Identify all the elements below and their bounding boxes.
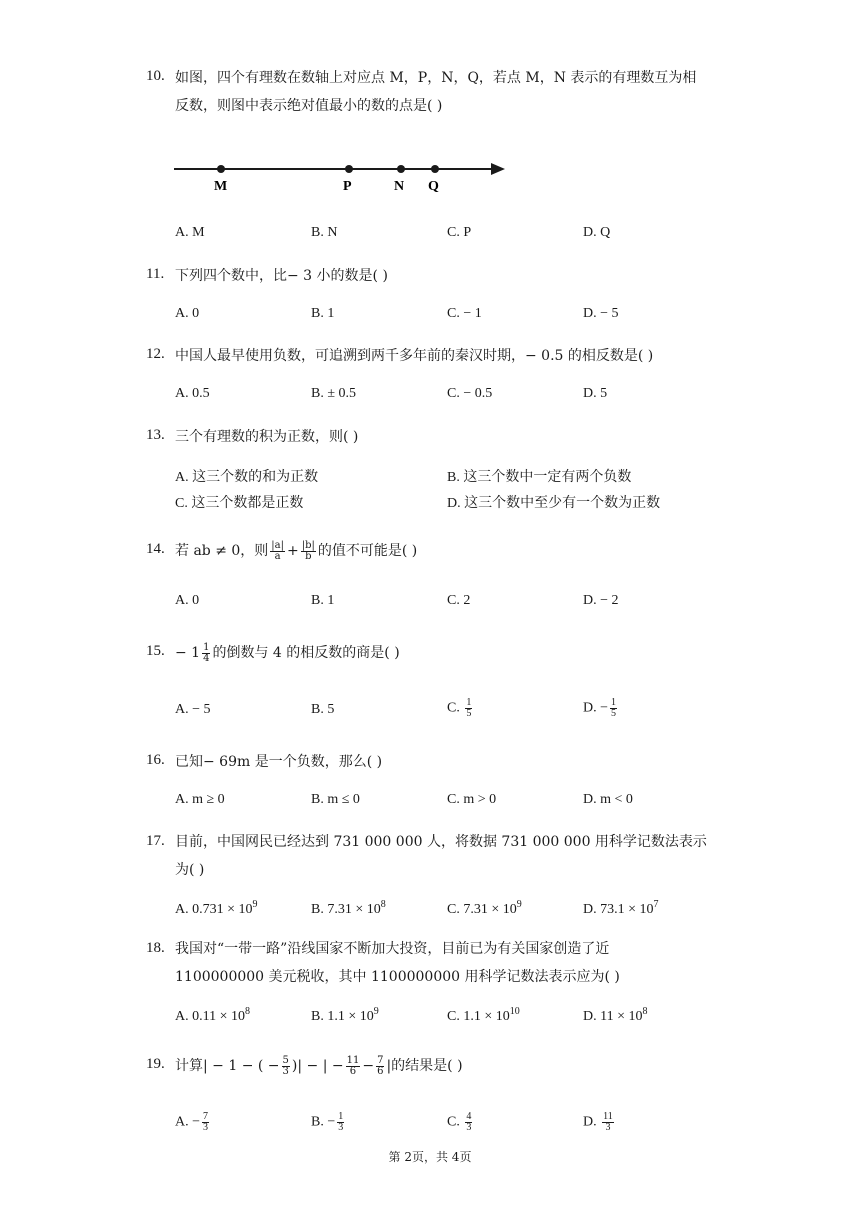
- option-c[interactable]: C. 这三个数都是正数: [175, 496, 304, 511]
- option-b[interactable]: [311, 1112, 346, 1133]
- denominator: 5: [466, 708, 472, 719]
- question-stem: [175, 262, 720, 290]
- question-stem: [175, 537, 720, 565]
- exponent: 10: [509, 1006, 520, 1017]
- option-d[interactable]: [583, 698, 619, 719]
- question-number: 14.: [146, 541, 165, 557]
- question-stem: [175, 1052, 720, 1080]
- question-stem: [175, 828, 720, 884]
- option-d[interactable]: D. − 5: [583, 306, 619, 321]
- stem-line: 已知− 69m 是一个负数，那么( ): [175, 754, 383, 770]
- options-row: [0, 1112, 860, 1136]
- question-number: 18.: [146, 940, 165, 956]
- option-c[interactable]: [447, 899, 522, 918]
- exponent: 8: [642, 1006, 648, 1017]
- point-m: [217, 165, 225, 173]
- option-c[interactable]: C. − 0.5: [447, 386, 493, 401]
- fraction: [602, 1112, 614, 1133]
- question-number: 10.: [146, 68, 165, 84]
- option-base: D. 73.1 × 10: [583, 902, 654, 917]
- question-stem: [175, 639, 720, 667]
- point-p: [345, 165, 353, 173]
- options-row: [0, 225, 860, 249]
- option-base: D. 11 × 10: [583, 1009, 643, 1024]
- numerator: 1: [466, 697, 472, 708]
- options-row: [0, 899, 860, 923]
- option-base: A. 0.11 × 10: [175, 1009, 245, 1024]
- point-q: [431, 165, 439, 173]
- plus-sign: +: [287, 543, 299, 559]
- option-c[interactable]: C. 2: [447, 593, 471, 608]
- option-a[interactable]: A. 0: [175, 306, 200, 321]
- exponent: 8: [380, 899, 386, 910]
- option-b[interactable]: B. 这三个数中一定有两个负数: [447, 470, 632, 485]
- question-number: 17.: [146, 833, 165, 849]
- fraction: [346, 1056, 361, 1077]
- option-label: C.: [447, 700, 460, 716]
- options-row: [0, 1006, 860, 1030]
- option-label: C.: [447, 1114, 460, 1130]
- options-row: [0, 306, 860, 330]
- option-d[interactable]: D. − 2: [583, 593, 619, 608]
- fraction: [376, 1056, 384, 1077]
- stem-line: 我国对“一带一路”沿线国家不断加大投资，目前已为有关国家创造了近: [175, 941, 610, 957]
- option-c[interactable]: [447, 698, 474, 719]
- option-c[interactable]: C. − 1: [447, 306, 482, 321]
- numerator: 1: [203, 641, 210, 653]
- stem-text: 若 ab ≠ 0，则: [175, 543, 269, 559]
- question-number: 13.: [146, 427, 165, 443]
- stem-line: 如图，四个有理数在数轴上对应点 M，P，N，Q，若点 M，N 表示的有理数互为相: [175, 70, 697, 86]
- question-stem: [175, 935, 720, 991]
- option-c[interactable]: [447, 1006, 520, 1025]
- question-number: 12.: [146, 346, 165, 362]
- option-label: D.: [583, 1114, 597, 1130]
- option-label: D. −: [583, 700, 609, 716]
- point-label: Q: [428, 179, 439, 194]
- question-number: 16.: [146, 752, 165, 768]
- fraction: [202, 643, 210, 664]
- options-row: [0, 466, 860, 490]
- option-base: B. 7.31 × 10: [311, 902, 381, 917]
- number-line-arrow: [491, 163, 505, 175]
- option-d[interactable]: D. Q: [583, 225, 611, 240]
- exponent: 8: [245, 1006, 250, 1017]
- option-a[interactable]: [175, 899, 258, 918]
- option-base: B. 1.1 × 10: [311, 1009, 374, 1024]
- option-a[interactable]: [175, 1112, 211, 1133]
- denominator: 3: [282, 1065, 289, 1077]
- numerator: 4: [466, 1111, 472, 1122]
- stem-line: 1100000000 美元税收，其中 1100000000 用科学记数法表示应为( ): [175, 969, 620, 985]
- exponent: 9: [516, 899, 522, 910]
- number-line-figure: [170, 150, 515, 200]
- options-row: [0, 386, 860, 410]
- numerator: |b|: [301, 539, 315, 551]
- stem-text: 计算| − 1 − ( −: [175, 1058, 280, 1074]
- options-row: [0, 792, 860, 816]
- denominator: 3: [338, 1122, 344, 1133]
- question-stem: [175, 64, 720, 120]
- options-row: [0, 697, 860, 726]
- option-label: A. −: [175, 1114, 201, 1130]
- numerator: 5: [282, 1054, 289, 1066]
- numerator: 11: [346, 1054, 360, 1066]
- exponent: 9: [252, 899, 258, 910]
- point-label: P: [343, 179, 352, 194]
- option-a[interactable]: [175, 1006, 250, 1025]
- stem-text: 的倒数与 4 的相反数的商是( ): [212, 645, 400, 661]
- option-b[interactable]: B. 1: [311, 593, 335, 608]
- fraction: [301, 541, 316, 562]
- option-b[interactable]: B. N: [311, 225, 338, 240]
- option-a[interactable]: A. − 5: [175, 702, 211, 717]
- question-number: 19.: [146, 1056, 165, 1072]
- option-b[interactable]: [311, 1006, 379, 1025]
- option-base: A. 0.731 × 10: [175, 902, 253, 917]
- numerator: |a|: [271, 539, 284, 551]
- option-base: C. 7.31 × 10: [447, 902, 517, 917]
- stem-line: 中国人最早使用负数，可追溯到两千多年前的秦汉时期，− 0.5 的相反数是( ): [175, 348, 654, 364]
- option-d[interactable]: D. 5: [583, 386, 608, 401]
- numerator: 7: [377, 1054, 384, 1066]
- stem-text: − 1: [175, 645, 201, 661]
- option-b[interactable]: B. ± 0.5: [311, 386, 357, 401]
- numerator: 1: [611, 697, 617, 708]
- stem-line: 反数，则图中表示绝对值最小的数的点是( ): [175, 98, 443, 114]
- denominator: 3: [605, 1122, 611, 1133]
- option-c[interactable]: [447, 1112, 474, 1133]
- denominator: 3: [466, 1122, 472, 1133]
- denominator: 6: [377, 1065, 384, 1077]
- minus-sign: −: [362, 1058, 375, 1074]
- page-footer: 第 2页，共 4页: [388, 1150, 472, 1164]
- point-label: N: [394, 179, 405, 194]
- option-b[interactable]: [311, 899, 386, 918]
- option-d[interactable]: [583, 1006, 648, 1025]
- option-c[interactable]: C. P: [447, 225, 472, 240]
- denominator: 3: [203, 1122, 209, 1133]
- denominator: 6: [349, 1065, 357, 1077]
- stem-line: 下列四个数中，比− 3 小的数是( ): [175, 268, 388, 284]
- option-d[interactable]: [583, 1112, 616, 1133]
- exponent: 7: [653, 899, 659, 910]
- fraction: [610, 698, 617, 719]
- option-b[interactable]: B. 1: [311, 306, 335, 321]
- fraction: [270, 541, 285, 562]
- option-a[interactable]: A. m ≥ 0: [175, 792, 225, 807]
- fraction: [282, 1056, 290, 1077]
- options-row: [0, 492, 860, 516]
- stem-text: |的结果是( ): [386, 1058, 463, 1074]
- point-label: M: [214, 179, 228, 194]
- numerator: 11: [603, 1111, 613, 1122]
- option-label: B. −: [311, 1114, 336, 1130]
- option-b[interactable]: B. m ≤ 0: [311, 792, 360, 807]
- option-a[interactable]: A. 0.5: [175, 386, 210, 401]
- stem-text: )| − | −: [291, 1058, 344, 1074]
- option-a[interactable]: A. 0: [175, 593, 200, 608]
- numerator: 1: [338, 1111, 344, 1122]
- stem-text: 的值不可能是( ): [317, 543, 418, 559]
- fraction: [337, 1112, 344, 1133]
- denominator: 4: [203, 652, 210, 664]
- numerator: 7: [203, 1111, 209, 1122]
- fraction: [465, 1112, 472, 1133]
- denominator: a: [274, 550, 281, 562]
- denominator: 5: [611, 708, 617, 719]
- stem-line: 为( ): [175, 862, 205, 878]
- stem-line: 目前，中国网民已经达到 731 000 000 人，将数据 731 000 000 用科学记数法表示: [175, 834, 707, 850]
- question-number: 11.: [146, 266, 165, 282]
- exponent: 9: [373, 1006, 379, 1017]
- option-d[interactable]: [583, 899, 659, 918]
- option-c[interactable]: C. m > 0: [447, 792, 497, 807]
- question-stem: [175, 423, 720, 451]
- options-row: [0, 593, 860, 617]
- fraction: [465, 698, 472, 719]
- question-number: 15.: [146, 643, 165, 659]
- option-a[interactable]: A. M: [175, 225, 205, 240]
- option-a[interactable]: A. 这三个数的和为正数: [175, 470, 319, 485]
- fraction: [202, 1112, 209, 1133]
- option-d[interactable]: D. m < 0: [583, 792, 633, 807]
- question-stem: [175, 748, 720, 776]
- point-n: [397, 165, 405, 173]
- option-b[interactable]: B. 5: [311, 702, 335, 717]
- question-stem: [175, 342, 735, 370]
- stem-line: 三个有理数的积为正数，则( ): [175, 429, 359, 445]
- denominator: b: [305, 550, 312, 562]
- option-base: C. 1.1 × 10: [447, 1009, 510, 1024]
- option-d[interactable]: D. 这三个数中至少有一个数为正数: [447, 496, 661, 511]
